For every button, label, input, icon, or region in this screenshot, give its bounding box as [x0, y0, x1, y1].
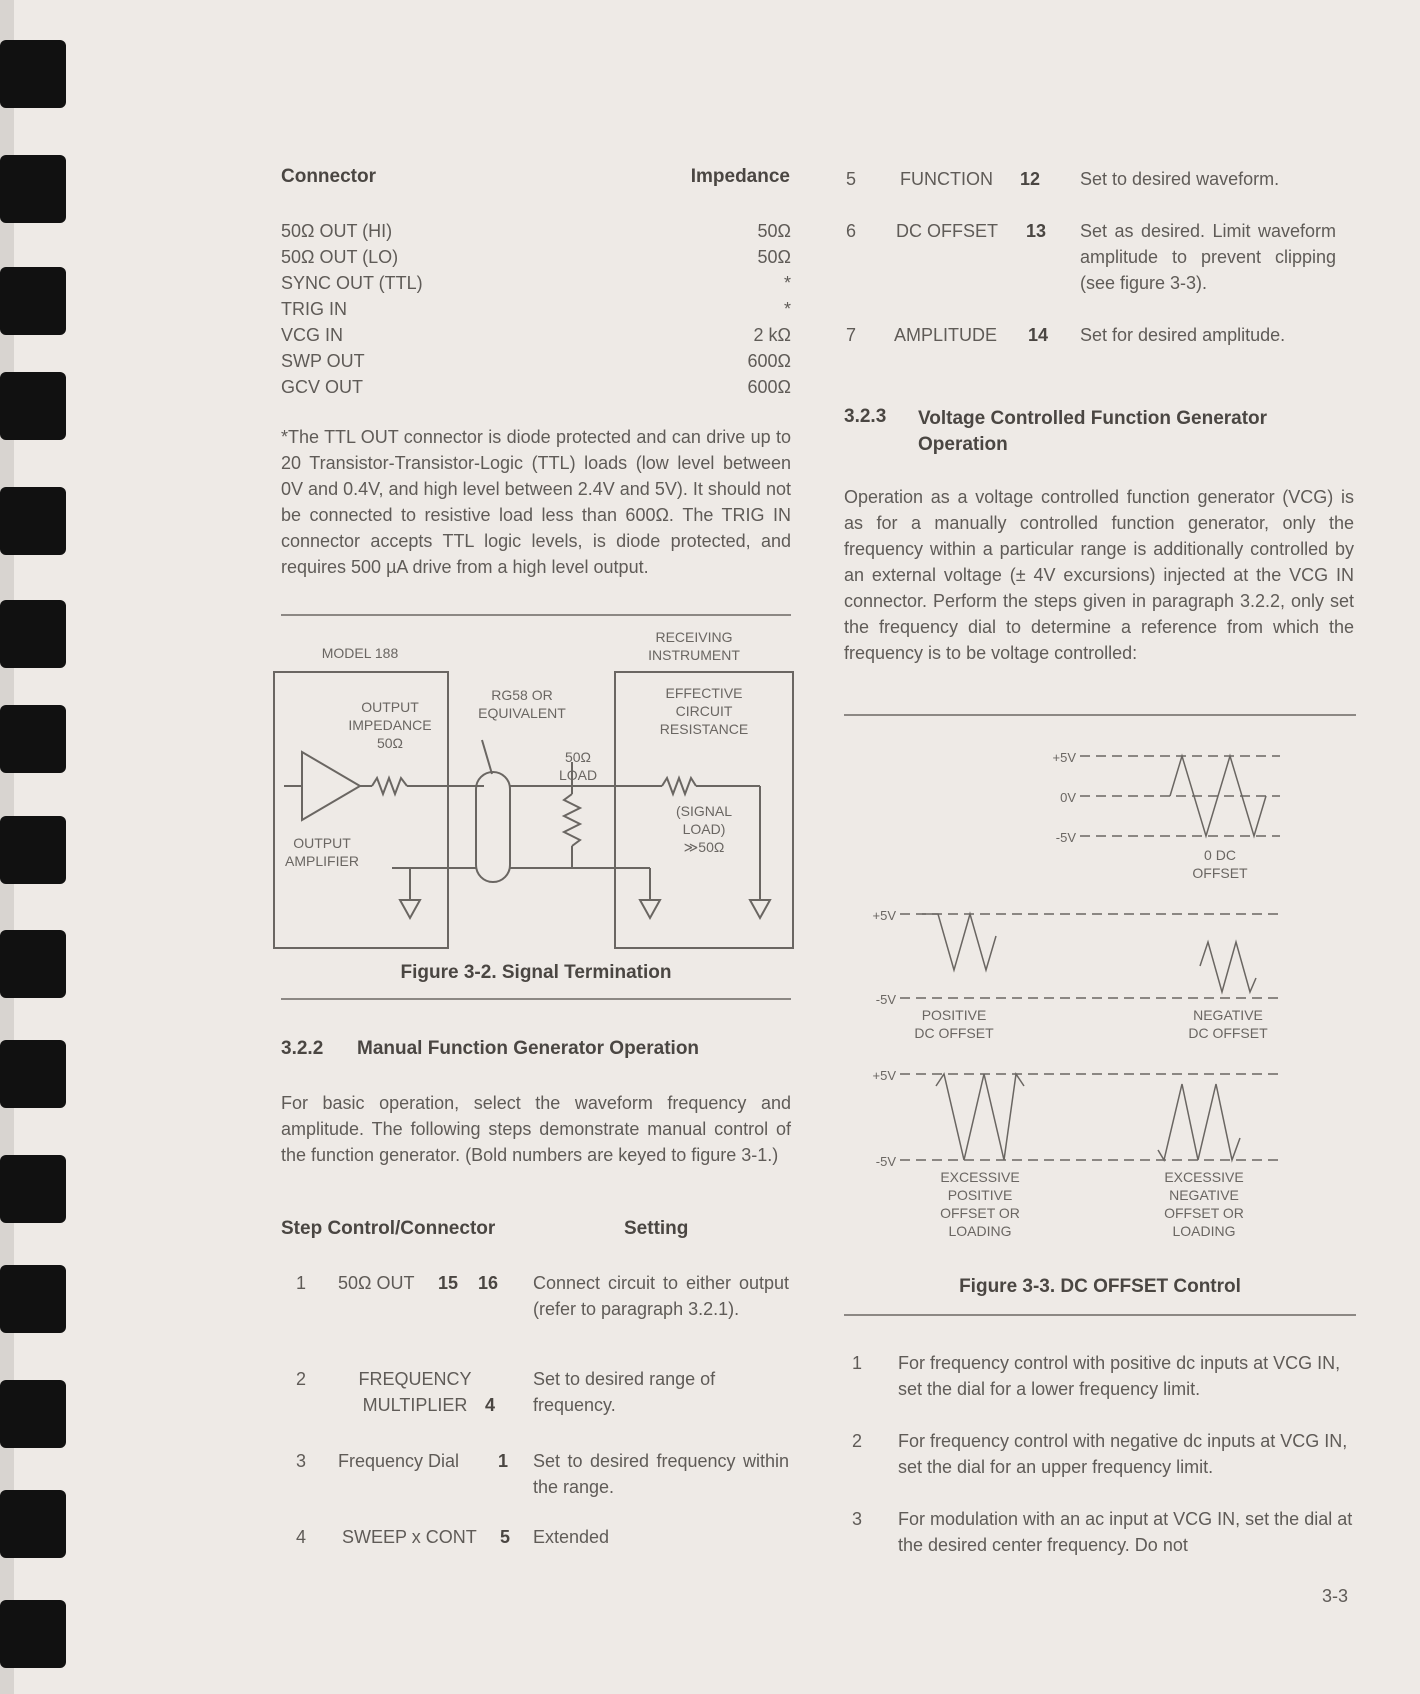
positive-dc-label: POSITIVE	[921, 1007, 987, 1023]
impedance-cell: 600Ω	[747, 377, 791, 397]
step-setting: Set for desired amplitude.	[1080, 325, 1286, 345]
step-number: 1	[296, 1273, 307, 1293]
impedance-cell: 2 kΩ	[753, 325, 791, 345]
section-322-title: Manual Function Generator Operation	[357, 1038, 700, 1059]
connector-cell: 50Ω OUT (LO)	[281, 247, 399, 267]
impedance-cell: 50Ω	[757, 221, 791, 241]
plus5-label: +5V	[872, 1068, 896, 1083]
excessive-positive-label: OFFSET OR	[940, 1205, 1020, 1221]
zero-dc-label: 0 DC	[1204, 847, 1236, 863]
step-keys: 12	[1020, 169, 1041, 189]
effective-resistance-label: RESISTANCE	[659, 721, 749, 737]
plus5-label: +5V	[1052, 750, 1076, 765]
step-setting: Set to desired waveform.	[1080, 169, 1280, 189]
impedance-cell: *	[783, 299, 791, 319]
minus5-label: -5V	[875, 1154, 896, 1169]
excessive-negative-label: LOADING	[1172, 1223, 1236, 1239]
step-number: 6	[846, 221, 857, 241]
effective-resistance-label: EFFECTIVE	[665, 685, 743, 701]
ttl-footnote: *The TTL OUT connector is diode protected and can drive up to 20 Transistor-Transistor-Logic (TTL) loads (low level between 0V and 0.4V, and high level between 2.4V and 5V). It should not be connected to resistive load less than 600Ω. The TRIG IN connector accepts TTL logic levels, is diode protected, and requires 500 µA drive from a high level output.	[281, 427, 791, 577]
connector-cell: GCV OUT	[281, 377, 364, 397]
connector-cell: TRIG IN	[281, 299, 347, 319]
step-setting: Set to desired frequency within the range.	[533, 1451, 789, 1497]
step-number: 3	[296, 1451, 307, 1471]
step-control: Frequency Dial	[338, 1451, 460, 1471]
excessive-negative-label: NEGATIVE	[1169, 1187, 1239, 1203]
step-keys: 14	[1028, 325, 1049, 345]
impedance-header: Impedance	[690, 166, 790, 187]
impedance-cell: 600Ω	[747, 351, 791, 371]
step-number: 7	[846, 325, 857, 345]
item-text: For frequency control with negative dc inputs at VCG IN, set the dial for an upper frequency limit.	[898, 1431, 1348, 1477]
table-row	[281, 348, 791, 374]
plus5-label: +5V	[872, 908, 896, 923]
excessive-negative-label: OFFSET OR	[1164, 1205, 1244, 1221]
signal-load-label: (SIGNAL	[675, 803, 733, 819]
step-control: AMPLITUDE	[894, 325, 998, 345]
step-keys: 5	[500, 1527, 511, 1547]
amplifier-label: AMPLIFIER	[285, 853, 359, 869]
item-number: 1	[852, 1353, 863, 1373]
cable-label: RG58 OR	[491, 687, 553, 703]
signal-termination-diagram	[270, 622, 800, 962]
item-text: For frequency control with positive dc inputs at VCG IN, set the dial for a lower frequency limit.	[898, 1353, 1341, 1399]
step-setting: Set as desired. Limit waveform amplitude to prevent clipping (see figure 3-3).	[1080, 221, 1336, 293]
table-row	[281, 218, 791, 244]
effective-resistance-label: CIRCUIT	[675, 703, 733, 719]
table-row	[281, 244, 791, 270]
impedance-cell: *	[783, 273, 791, 293]
step-control: FUNCTION	[900, 169, 993, 189]
section-323-number: 3.2.3	[844, 406, 887, 427]
item-number: 2	[852, 1431, 863, 1451]
step-header: Step Control/Connector	[281, 1218, 496, 1239]
negative-dc-label: DC OFFSET	[1188, 1025, 1268, 1041]
step-keys: 13	[1026, 221, 1047, 241]
dc-offset-diagram	[860, 730, 1300, 1256]
table-row	[281, 374, 791, 400]
section-322-number: 3.2.2	[281, 1038, 324, 1059]
table-row	[281, 296, 791, 322]
cable-label: EQUIVALENT	[478, 705, 566, 721]
page-number: 3-3	[1321, 1586, 1348, 1606]
divider	[281, 614, 791, 616]
connector-table	[281, 218, 791, 400]
item-text: For modulation with an ac input at VCG IN, set the dial at the desired center frequency. Do not	[898, 1509, 1353, 1555]
excessive-positive-label: POSITIVE	[947, 1187, 1013, 1203]
negative-dc-label: NEGATIVE	[1193, 1007, 1263, 1023]
model-label: MODEL 188	[321, 645, 399, 661]
step-number: 5	[846, 169, 857, 189]
table-row	[281, 270, 791, 296]
receiving-label: RECEIVING	[655, 629, 733, 645]
step-control: FREQUENCY MULTIPLIER	[358, 1369, 472, 1415]
step-control: DC OFFSET	[896, 221, 998, 241]
excessive-positive-label: EXCESSIVE	[940, 1169, 1020, 1185]
connector-cell: SYNC OUT (TTL)	[281, 273, 423, 293]
connector-cell: 50Ω OUT (HI)	[281, 221, 393, 241]
step-setting: Set to desired range of frequency.	[533, 1369, 716, 1415]
table-row	[281, 322, 791, 348]
output-impedance-label: OUTPUT	[361, 699, 419, 715]
connector-cell: SWP OUT	[281, 351, 365, 371]
section-322-body: For basic operation, select the waveform frequency and amplitude. The following steps demonstrate manual control of the function generator. (Bold numbers are keyed to figure 3-1.)	[281, 1093, 791, 1165]
divider	[844, 714, 1356, 716]
spiral-binding	[0, 0, 80, 1694]
section-323-title: Voltage Controlled Function Generator Operation	[918, 408, 1268, 455]
instrument-label: INSTRUMENT	[648, 647, 740, 663]
item-number: 3	[852, 1509, 863, 1529]
load-label: 50Ω	[564, 749, 592, 765]
minus5-label: -5V	[1055, 830, 1076, 845]
signal-load-value: ≫50Ω	[683, 839, 725, 855]
connector-header: Connector	[281, 166, 376, 187]
amplifier-label: OUTPUT	[293, 835, 351, 851]
output-impedance-value: 50Ω	[376, 735, 404, 751]
step-number: 2	[296, 1369, 307, 1389]
step-keys: 15 16	[438, 1273, 499, 1293]
excessive-positive-label: LOADING	[948, 1223, 1012, 1239]
load-label: LOAD	[558, 767, 598, 783]
signal-load-label: LOAD)	[682, 821, 726, 837]
excessive-negative-label: EXCESSIVE	[1164, 1169, 1244, 1185]
output-impedance-label: IMPEDANCE	[348, 717, 432, 733]
impedance-cell: 50Ω	[757, 247, 791, 267]
minus5-label: -5V	[875, 992, 896, 1007]
positive-dc-label: DC OFFSET	[914, 1025, 994, 1041]
zero-dc-label: OFFSET	[1192, 865, 1248, 881]
divider	[844, 1314, 1356, 1316]
step-control: 50Ω OUT	[338, 1273, 415, 1293]
figure-3-3-caption: Figure 3-3. DC OFFSET Control	[959, 1276, 1241, 1297]
step-setting: Extended	[533, 1527, 610, 1547]
step-setting: Connect circuit to either output (refer to paragraph 3.2.1).	[533, 1273, 789, 1319]
step-control: SWEEP x CONT	[342, 1527, 477, 1547]
setting-header: Setting	[624, 1218, 689, 1239]
step-keys: 4	[485, 1395, 496, 1415]
connector-cell: VCG IN	[281, 325, 344, 345]
step-number: 4	[296, 1527, 307, 1547]
step-keys: 1	[498, 1451, 509, 1471]
figure-3-2-caption: Figure 3-2. Signal Termination	[400, 962, 672, 983]
divider	[281, 998, 791, 1000]
section-323-body: Operation as a voltage controlled function generator (VCG) is as for a manually controlled function generator, only the frequency within a particular range is additionally controlled by an external voltage (± 4V excursions) injected at the VCG IN connector. Perform the steps given in paragraph 3.2.2, only set the frequency dial to determine a reference from which the frequency is to be voltage controlled:	[844, 487, 1354, 663]
zero-label: 0V	[1060, 790, 1076, 805]
